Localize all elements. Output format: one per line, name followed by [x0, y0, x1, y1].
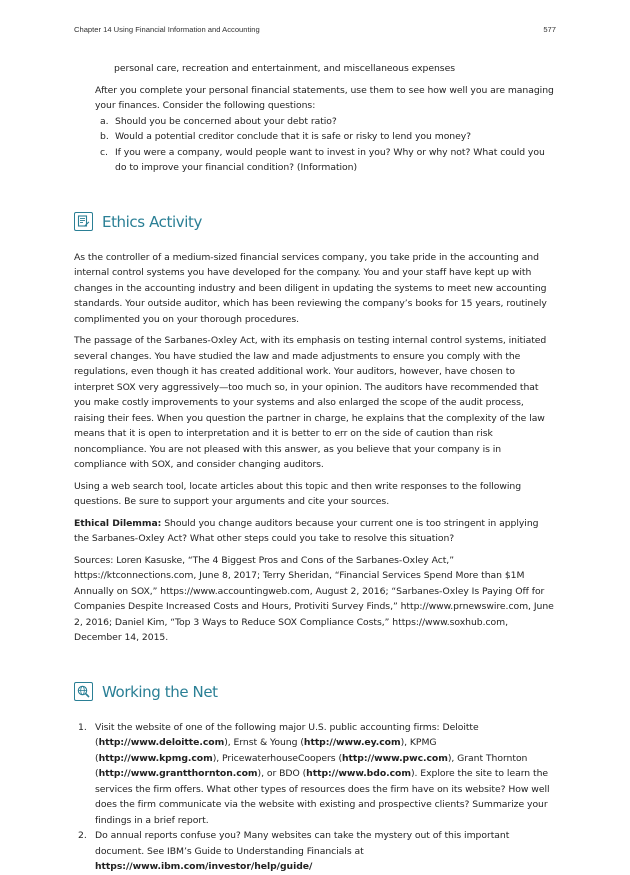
list-marker: 1. — [78, 721, 87, 733]
bdo-link[interactable]: http://www.bdo.com — [306, 768, 411, 779]
item-text: ), KPMG ( — [95, 737, 437, 764]
grantthornton-link[interactable]: http://www.grantthornton.com — [98, 768, 258, 779]
ethical-dilemma — [74, 516, 556, 547]
list-marker: c. — [100, 146, 108, 158]
dilemma-text: Should you change auditors because your current one is too stringent in applying the Sarbanes-Oxley Act? What other steps could you take to resolve this situation? — [74, 517, 539, 544]
item-text: ), Ernst & Young ( — [224, 737, 304, 748]
ibm-guide-link[interactable]: https://www.ibm.com/investor/help/guide/ — [95, 861, 313, 872]
chapter-title: Chapter 14 Using Financial Information and Accounting — [74, 25, 260, 34]
sources-paragraph: Sources: Loren Kasuske, “The 4 Biggest Pros and Cons of the Sarbanes-Oxley Act,” https://ktconnections.com, June 8, 2017; Terry Sheridan, “Financial Services Spend More than $1M Annually on SOX,” https://www.accountingweb.com, August 2, 2016; “Sarbanes-Oxley Is Paying Off for Companies Despite Increased Costs and Hours, Protiviti Survey Finds,” http://www.prnewswire.com, June 2, 2016; Daniel Kim, “Top 3 Ways to Reduce SOX Compliance Costs,” https://www.soxhub.com, December 14, 2015. — [74, 554, 554, 643]
list-item — [74, 145, 556, 176]
working-the-net-icon — [74, 682, 93, 701]
ey-link[interactable]: http://www.ey.com — [303, 737, 401, 748]
list-item — [74, 828, 556, 875]
list-marker: 2. — [78, 830, 87, 841]
question-list — [74, 114, 556, 176]
continued-list-line: personal care, recreation and entertainment, and miscellaneous expenses — [114, 63, 455, 74]
item-text: ), or BDO ( — [257, 768, 307, 779]
ethics-paragraph: Using a web search tool, locate articles about this topic and then write responses to the following questions. Be sure to support your arguments and cite your sources. — [74, 480, 522, 507]
pwc-link[interactable]: http://www.pwc.com — [342, 752, 448, 764]
item-text: ). Explore the site to learn the services the firm offers. What other types of resources does the firm have on its website? How well does the firm communicate via the website with existing and prospective clients? Summarize your findings in a brief report. — [95, 768, 550, 826]
page-number: 577 — [543, 25, 556, 34]
list-item-text: Would a potential creditor conclude that it is safe or risky to lend you money? — [115, 131, 472, 142]
ethics-paragraph: As the controller of a medium-sized financial services company, you take pride in the accounting and internal control systems you have developed for the company. You and your staff have kept up with changes in the accounting industry and been diligent in updating the systems to meet new accounting standards. Your outside auditor, which has been reviewing the company’s books for 15 years, routinely complimented you on your thorough procedures. — [74, 251, 547, 325]
section-title: Ethics Activity — [102, 212, 202, 231]
dilemma-label: Ethical Dilemma: — [74, 517, 162, 529]
list-marker: b. — [100, 131, 109, 142]
ethics-activity-heading — [74, 212, 556, 242]
list-marker: a. — [100, 115, 109, 127]
page-content — [74, 61, 556, 875]
list-item-text: Should you be concerned about your debt ratio? — [115, 115, 337, 127]
section-title: Working the Net — [102, 682, 218, 701]
page-header — [74, 25, 556, 37]
item-text: ), PricewaterhouseCoopers ( — [212, 752, 343, 764]
kpmg-link[interactable]: http://www.kpmg.com — [98, 752, 213, 764]
list-item — [74, 129, 556, 145]
ethics-activity-icon — [74, 212, 93, 231]
list-item-text: If you were a company, would people want to invest in you? Why or why not? What could you do to improve your financial condition? (Information) — [115, 146, 545, 173]
item-text: Visit the website of one of the following major U.S. public accounting firms: Deloitte ( — [95, 721, 479, 748]
item-text: ), Grant Thornton ( — [95, 752, 528, 779]
deloitte-link[interactable]: http://www.deloitte.com — [98, 737, 225, 748]
net-list — [74, 720, 556, 875]
item-text: Do annual reports confuse you? Many websites can take the mystery out of this important document. See IBM’s Guide to Understanding Financials at — [95, 830, 510, 857]
working-the-net-heading — [74, 682, 556, 712]
list-item — [74, 720, 556, 829]
intro-paragraph: After you complete your personal financial statements, use them to see how well you are managing your finances. Consider the following questions: — [95, 84, 554, 111]
list-item — [74, 114, 556, 130]
ethics-paragraph: The passage of the Sarbanes-Oxley Act, with its emphasis on testing internal control systems, initiated several changes. You have studied the law and made adjustments to ensure you comply with the regulations, even though it has created additional work. Your auditors, however, have chosen to interpret SOX very aggressively—too much so, in your opinion. The auditors have recommended that you make costly improvements to your systems and also enlarged the scope of the audit process, raising their fees. When you question the partner in charge, he explains that the complexity of the law means that it is open to interpretation and it is better to err on the side of caution than risk noncompliance. You are not pleased with this answer, as you believe that your company is in compliance with SOX, and consider changing auditors. — [74, 335, 547, 470]
